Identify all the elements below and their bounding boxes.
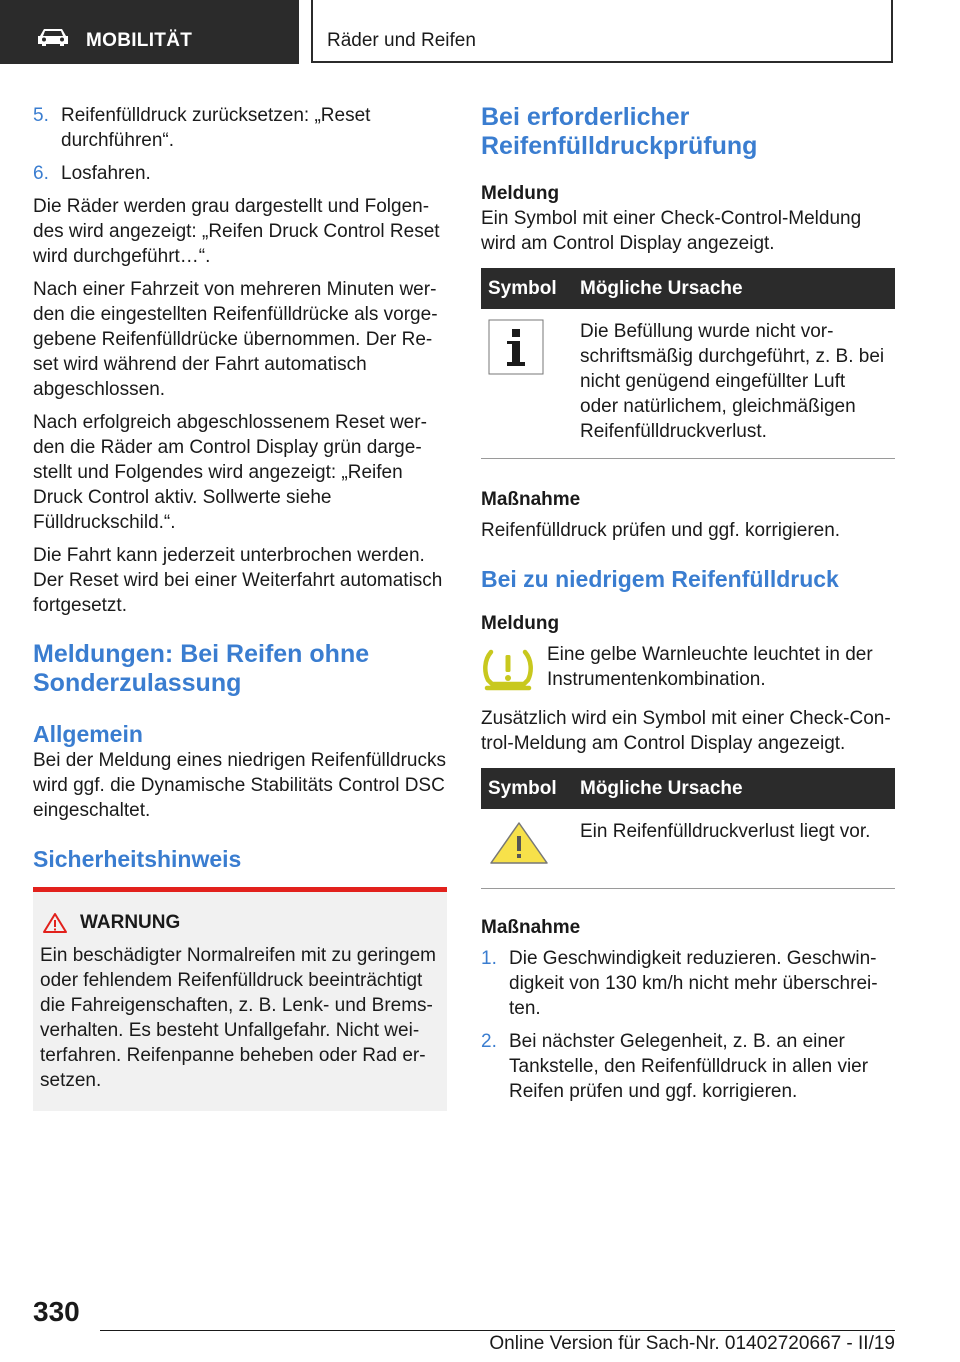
step-2 — [481, 1029, 895, 1104]
table-row — [481, 809, 895, 889]
col-symbol: Symbol — [481, 268, 573, 309]
left-column — [33, 103, 447, 1111]
warning-text: Ein beschädigter Normalreifen mit zu geringem oder fehlendem Reifenfülldruck beeinträchtigt die Fahreigenschaften, z. B. Lenk- und Bremsverhalten. Es besteht Unfallgefahr. Nicht weiterfahren. Reifenpanne beheben oder Rad ersetzen. — [40, 945, 437, 1091]
table-row — [481, 309, 895, 459]
cause-text: Ein Reifenfülldruckverlust liegt vor. — [573, 809, 895, 889]
section-label: MOBILITÄT — [86, 30, 193, 51]
step-number: 6. — [33, 163, 49, 184]
symbol-table-1 — [481, 268, 895, 459]
massnahme-text: Reifenfülldruck prüfen und ggf. korrigieren. — [481, 520, 841, 541]
section-tab — [0, 0, 299, 64]
col-symbol: Symbol — [481, 768, 573, 809]
warning-lamp-row — [481, 642, 895, 694]
yellow-warning-triangle-icon — [488, 819, 550, 867]
table-header-row — [481, 768, 895, 809]
heading-allgemein: Allgemein — [33, 721, 143, 747]
step-5 — [33, 103, 447, 153]
step-number: 5. — [33, 105, 49, 126]
step-text: Bei nächster Gelegenheit, z. B. an einer Tankstelle, den Reifenfülldruck in allen vier Reifen prüfen und ggf. korrigieren. — [509, 1031, 869, 1102]
col-cause: Mögliche Ursache — [573, 268, 895, 309]
warning-triangle-icon — [42, 912, 68, 934]
heading-meldungen: Meldungen: Bei Reifen ohne Sonderzulassung — [33, 640, 370, 697]
step-1 — [481, 946, 895, 1021]
chapter-header — [311, 0, 893, 63]
heading-sicherheitshinweis: Sicherheitshinweis — [33, 846, 242, 872]
meldung-label-2: Meldung — [481, 613, 560, 634]
symbol-table-2 — [481, 768, 895, 889]
info-icon — [488, 319, 544, 375]
step-number: 1. — [481, 948, 497, 969]
page-number: 330 — [33, 1296, 80, 1327]
table-header-row — [481, 268, 895, 309]
step-text: Reifenfülldruck zurücksetzen: „Reset durchführen“. — [61, 105, 371, 151]
extra-text: Zusätzlich wird ein Symbol mit einer Check-Control-Meldung am Control Display angezeigt. — [481, 708, 891, 754]
col-cause: Mögliche Ursache — [573, 768, 895, 809]
chapter-title: Räder und Reifen — [327, 30, 476, 51]
step-number: 2. — [481, 1031, 497, 1052]
tire-pressure-warning-icon — [481, 644, 535, 694]
step-text: Losfahren. — [61, 163, 151, 184]
right-column — [481, 103, 895, 1112]
warning-box — [33, 887, 447, 1111]
cause-text: Die Befüllung wurde nicht vorschriftsmäßig durchgeführt, z. B. bei nicht genügend eingefüllter Luft oder natürlichem, gleichmäßigen Reifenfülldruckverlust. — [573, 309, 895, 459]
warning-title: WARNUNG — [80, 912, 181, 933]
paragraph: Nach erfolgreich abgeschlossenem Reset werden die Räder am Control Display grün dargestellt und Folgendes wird angezeigt: „Reifen Druck Control aktiv. Sollwerte siehe Fülldruckschild.“. — [33, 412, 427, 533]
heading-pruefung: Bei erforderlicher Reifenfülldruckprüfung — [481, 103, 758, 160]
footer-divider — [100, 1330, 895, 1331]
allgemein-text: Bei der Meldung eines niedrigen Reifenfülldrucks wird ggf. die Dynamische Stabilitäts Control DSC eingeschaltet. — [33, 750, 446, 821]
paragraph: Die Räder werden grau dargestellt und Folgendes wird angezeigt: „Reifen Druck Control Reset wird durchgeführt…“. — [33, 196, 440, 267]
massnahme-label: Maßnahme — [481, 489, 581, 510]
check-text: Ein Symbol mit einer Check-Control-Meldung wird am Control Display angezeigt. — [481, 208, 862, 254]
car-icon — [36, 27, 70, 47]
step-text: Die Geschwindigkeit reduzieren. Geschwindigkeit von 130 km/h nicht mehr überschreiten. — [509, 948, 878, 1019]
step-6 — [33, 161, 447, 186]
paragraph: Nach einer Fahrzeit von mehreren Minuten werden die eingestellten Reifenfülldrücke als vorgegebene Reifenfülldrücke übernommen. Der Reset wird während der Fahrt automatisch abgeschlossen. — [33, 279, 438, 400]
warning-header — [40, 910, 439, 935]
meldung-label: Meldung — [481, 183, 560, 204]
massnahme-label-2: Maßnahme — [481, 917, 581, 938]
footer-version: Online Version für Sach-Nr. 01402720667 - II/19 — [489, 1333, 895, 1354]
heading-niedrig: Bei zu niedrigem Reifenfülldruck — [481, 566, 839, 592]
paragraph: Die Fahrt kann jederzeit unterbrochen werden. Der Reset wird bei einer Weiterfahrt automatisch fortgesetzt. — [33, 545, 443, 616]
lamp-text: Eine gelbe Warnleuchte leuchtet in der Instrumentenkombination. — [547, 644, 873, 690]
